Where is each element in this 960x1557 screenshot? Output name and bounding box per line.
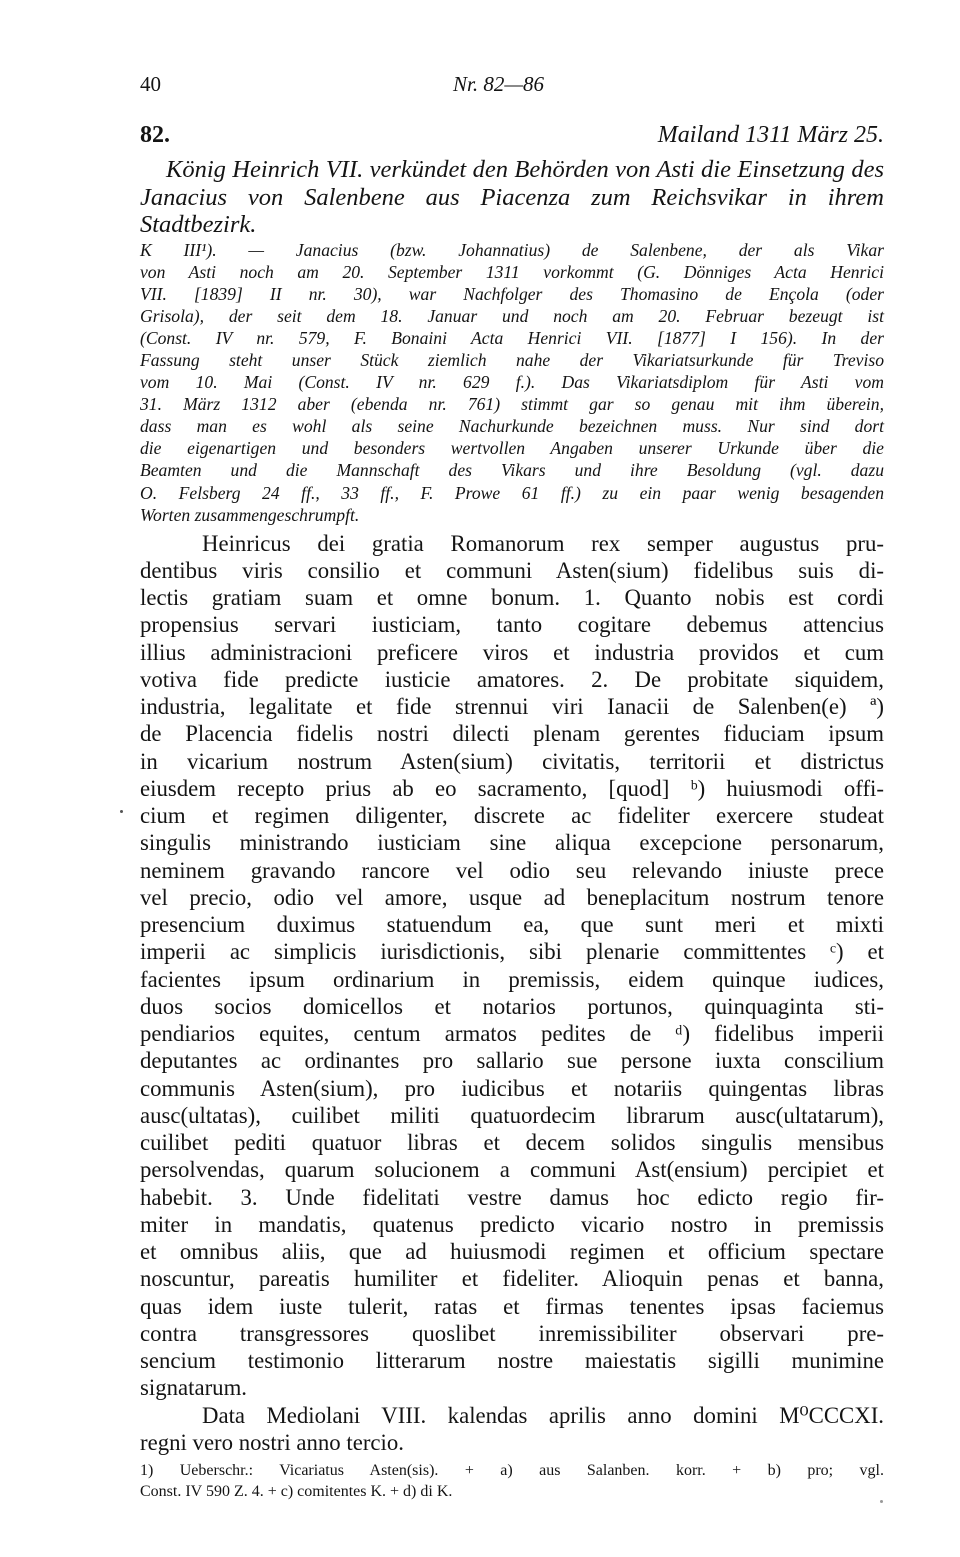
text-line: noscuntur, pareatis humiliter et fideliter. Alioquin penas et banna, (140, 1266, 884, 1292)
note-line: K III¹). — Janacius (bzw. Johannatius) de Salenbene, der als Vikar (140, 239, 884, 260)
footnotes (140, 1460, 884, 1502)
note-line: Beamten und die Mannschaft des Vikars und ihre Besoldung (vgl. dazu (140, 460, 884, 481)
text-line: et omnibus aliis, que ad huiusmodi regimen et officium spectare (140, 1239, 884, 1265)
running-header (140, 72, 884, 106)
text-line: presencium duximus statuendum ea, que sunt meri et mixti (140, 912, 884, 938)
note-line: Grisola), der seit dem 18. Januar und noch am 20. Februar bezeugt ist (140, 305, 884, 326)
note-line: vom 10. Mai (Const. IV nr. 629 f.). Das Vikariatsdiplom für Asti vom (140, 372, 884, 393)
text-line: votiva fide predicte iusticie amatores. 2. De probitate siquidem, (140, 666, 884, 692)
text-line: in vicarium nostrum Asten(sium) civitatis, territorii et districtus (140, 748, 884, 774)
footnote-line: 1) Ueberschr.: Vicariatus Asten(sis). + a) aus Salanben. korr. + b) pro; vgl. (140, 1462, 884, 1480)
note-line: O. Felsberg 24 ff., 33 ff., F. Prowe 61 ff.) zu ein paar wenig besagenden (140, 482, 884, 503)
text-line: eiusdem recepto prius ab eo sacramento, [quod] ᵇ) huiusmodi offi- (140, 775, 884, 801)
text-line: industria, legalitate et fide strennui viri Ianacii de Salenben(e) ª) (140, 694, 884, 720)
text-line: deputantes ac ordinantes pro sallario sue persone iuxta conscilium (140, 1048, 884, 1074)
text-line: Heinricus dei gratia Romanorum rex semper augustus pru- (202, 530, 884, 556)
note-line: (Const. IV nr. 579, F. Bonaini Acta Henrici VII. [1877] I 156). In der (140, 327, 884, 348)
document-number: 82. (140, 122, 170, 148)
note-line: dass man es wohl als seine Nachurkunde bezeichnen muss. Nur sind dort (140, 416, 884, 437)
running-head-title: Nr. 82—86 (453, 72, 545, 96)
text-line: habebit. 3. Unde fidelitati vestre damus hoc edicto regio fir- (140, 1184, 884, 1210)
text-line: cium et regimen diligenter, discrete ac fideliter exercere studeat (140, 803, 884, 829)
note-line: Fassung steht unser Stück ziemlich nahe der Vikariatsurkunde für Treviso (140, 349, 884, 370)
note-line: 31. März 1312 aber (ebenda nr. 761) stimmt gar so genau mit ihm überein, (140, 394, 884, 415)
print-speck (880, 1500, 883, 1503)
text-line: ausc(ultatas), cuilibet militi quatuordecim librarum ausc(ultatarum), (140, 1102, 884, 1128)
print-speck (120, 810, 123, 813)
charter-text (140, 530, 884, 1457)
text-line: signatarum. (140, 1375, 247, 1401)
text-line: sencium testimonio litterarum nostre maiestatis sigilli munimine (140, 1348, 884, 1374)
text-line: persolvendas, quarum solucionem a communi Ast(ensium) percipiet et (140, 1157, 884, 1183)
text-line: pendiarios equites, centum armatos pedites de ᵈ) fidelibus imperii (140, 1021, 884, 1047)
text-line: lectis gratiam suam et omne bonum. 1. Quanto nobis est cordi (140, 585, 884, 611)
text-line: facientes ipsum ordinarium in premissis, eidem quinque iudices, (140, 966, 884, 992)
text-line: communis Asten(sium), pro iudicibus et notariis quingentas libras (140, 1075, 884, 1101)
document-page (140, 72, 884, 1502)
document-heading (140, 122, 884, 156)
note-line: von Asti noch am 20. September 1311 vorkommt (G. Dönniges Acta Henrici (140, 261, 884, 282)
page-number: 40 (140, 72, 161, 96)
text-line: neminem gravando rancore vel odio seu relevando iniuste prece (140, 857, 884, 883)
datum-line: Data Mediolani VIII. kalendas aprilis anno domini M⁰CCCXI. (202, 1402, 884, 1428)
text-line: duos socios domicellos et notarios portunos, quinquaginta sti- (140, 993, 884, 1019)
regest: König Heinrich VII. verkündet den Behörden von Asti die Einsetzung des Janacius von Salenbene aus Piacenza zum Reichsvikar in ihrem Stadtbezirk. (140, 156, 884, 238)
text-line: illius administracioni preficere viros et industria providos et cum (140, 639, 884, 665)
text-line: imperii ac simplicis iurisdictionis, sibi plenarie committentes ᶜ) et (140, 939, 884, 965)
text-line: quas idem iuste tulerit, ratas et firmas tenentes ipsas faciemus (140, 1293, 884, 1319)
note-line: die eigenartigen und besonders wertvollen Angaben unserer Urkunde über die (140, 438, 884, 459)
text-line: cuilibet pediti quatuor libras et decem solidos singulis mensibus (140, 1130, 884, 1156)
text-line: propensius servari iusticiam, tanto cogitare debemus attencius (140, 612, 884, 638)
note-line: VII. [1839] II nr. 30), war Nachfolger des Thomasino de Ençola (oder (140, 283, 884, 304)
footnote-line: Const. IV 590 Z. 4. + c) comitentes K. + d) di K. (140, 1483, 453, 1501)
text-line: miter in mandatis, quatenus predicto vicario nostro in premissis (140, 1211, 884, 1237)
text-line: vel precio, odio vel amore, usque ad beneplacitum nostrum tenore (140, 884, 884, 910)
editorial-note (140, 239, 884, 526)
text-line: de Placencia fidelis nostri dilecti plenam gerentes fiduciam ipsum (140, 721, 884, 747)
text-line: dentibus viris consilio et communi Asten(sium) fidelibus suis di- (140, 557, 884, 583)
note-line: Worten zusammengeschrumpft. (140, 504, 360, 525)
place-date: Mailand 1311 März 25. (657, 122, 884, 148)
text-line: singulis ministrando iusticiam sine aliqua excepcione personarum, (140, 830, 884, 856)
datum-line: regni vero nostri anno tercio. (140, 1429, 404, 1455)
text-line: contra transgressores quoslibet inremissibiliter observari pre- (140, 1320, 884, 1346)
